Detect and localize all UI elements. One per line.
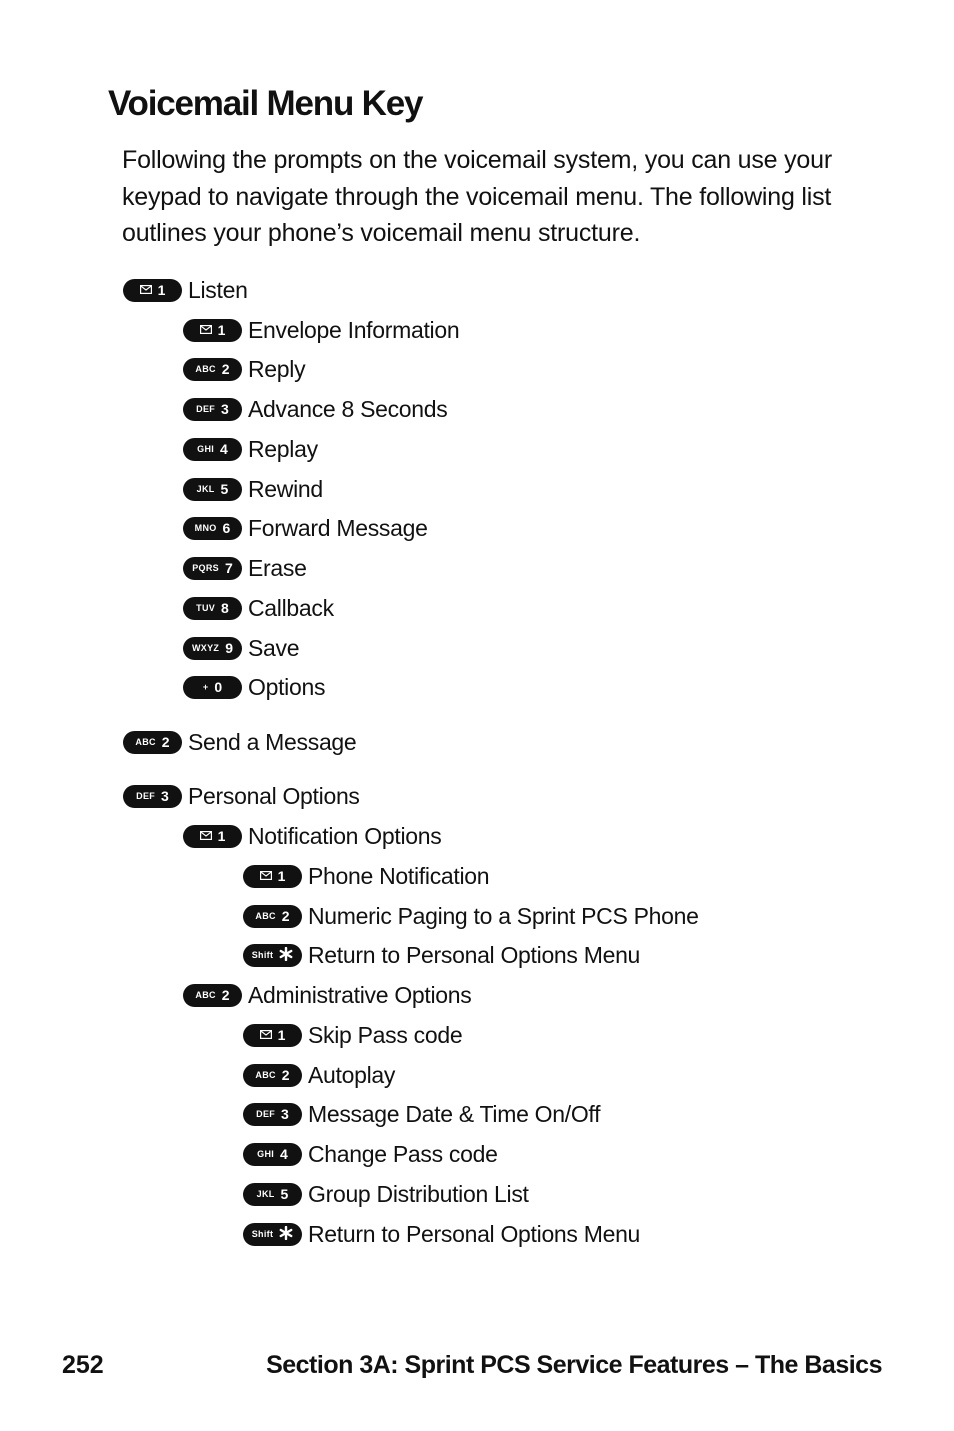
keypad-key-icon — [183, 984, 242, 1007]
envelope-icon — [140, 284, 152, 296]
menu-item — [183, 394, 448, 424]
key-digit: 2 — [161, 734, 170, 750]
menu-item — [123, 727, 356, 757]
key-letters: Shift — [251, 1229, 274, 1239]
menu-item-label: Reply — [248, 355, 306, 382]
key-digit: 3 — [281, 1106, 289, 1122]
menu-item-label: Skip Pass code — [308, 1021, 463, 1048]
keypad-key-icon — [183, 557, 242, 580]
menu-item — [243, 940, 640, 970]
keypad-key-icon — [183, 597, 242, 620]
key-letters: WXYZ — [192, 643, 220, 653]
envelope-icon — [200, 324, 212, 336]
key-digit: 7 — [224, 560, 233, 576]
keypad-key-icon — [243, 905, 302, 928]
menu-item — [243, 861, 489, 891]
menu-item — [243, 1139, 498, 1169]
menu-item-label: Autoplay — [308, 1061, 396, 1088]
key-digit: 1 — [277, 1027, 286, 1043]
menu-item — [243, 1020, 462, 1050]
menu-item-label: Return to Personal Options Menu — [308, 1220, 641, 1247]
key-letters: DEF — [136, 791, 156, 801]
keypad-key-icon — [243, 1103, 302, 1126]
menu-item-label: Return to Personal Options Menu — [308, 941, 641, 968]
key-letters: JKL — [256, 1189, 275, 1199]
keypad-key-icon — [183, 398, 242, 421]
keypad-key-icon — [243, 1064, 302, 1087]
keypad-key-icon — [123, 731, 182, 754]
menu-item — [123, 781, 360, 811]
menu-item-label: Options — [248, 673, 326, 700]
keypad-key-icon — [243, 1143, 302, 1166]
key-letters: + — [202, 682, 209, 692]
keypad-key-icon — [123, 279, 182, 302]
asterisk-icon — [279, 947, 293, 963]
envelope-icon — [260, 870, 272, 882]
menu-item-label: Save — [248, 634, 300, 661]
key-letters: ABC — [255, 911, 276, 921]
asterisk-icon — [279, 1226, 293, 1242]
key-digit: 4 — [280, 1146, 288, 1162]
key-digit: 9 — [225, 640, 233, 656]
menu-item-label: Notification Options — [248, 822, 442, 849]
menu-item — [183, 821, 441, 851]
menu-item — [183, 474, 323, 504]
menu-item-label: Envelope Information — [248, 316, 460, 343]
key-letters: Shift — [251, 950, 274, 960]
menu-item-label: Administrative Options — [248, 981, 472, 1008]
menu-item — [183, 315, 459, 345]
key-letters: ABC — [195, 364, 216, 374]
menu-item — [183, 672, 325, 702]
key-letters: ABC — [195, 990, 216, 1000]
keypad-key-icon — [183, 676, 242, 699]
menu-item-label: Erase — [248, 554, 307, 581]
menu-item — [243, 1099, 600, 1129]
key-digit: 0 — [214, 679, 223, 695]
menu-item — [243, 901, 699, 931]
menu-item-label: Advance 8 Seconds — [248, 395, 448, 422]
keypad-key-icon — [183, 478, 242, 501]
key-letters: JKL — [196, 484, 215, 494]
page-title: Voicemail Menu Key — [108, 84, 423, 123]
menu-item-label: Forward Message — [248, 514, 428, 541]
menu-item-label: Change Pass code — [308, 1140, 498, 1167]
menu-item — [183, 593, 334, 623]
key-letters: ABC — [255, 1070, 276, 1080]
keypad-key-icon — [183, 319, 242, 342]
key-letters: DEF — [256, 1109, 276, 1119]
key-digit: 3 — [221, 401, 229, 417]
keypad-key-icon — [243, 944, 302, 967]
menu-item — [183, 434, 318, 464]
key-letters: MNO — [194, 523, 217, 533]
menu-item — [183, 980, 472, 1010]
intro-paragraph: Following the prompts on the voicemail system, you can use your keypad to navigate through the voicemail menu. The following list outlines your phone’s voicemail menu structure. — [122, 146, 832, 247]
key-digit: 4 — [220, 441, 228, 457]
envelope-icon — [260, 1029, 272, 1041]
menu-item-label: Message Date & Time On/Off — [308, 1100, 601, 1127]
menu-item — [183, 633, 299, 663]
menu-item — [123, 275, 248, 305]
key-letters: DEF — [196, 404, 216, 414]
keypad-key-icon — [243, 1183, 302, 1206]
key-digit: 1 — [157, 282, 166, 298]
menu-item — [243, 1219, 640, 1249]
key-digit: 3 — [161, 788, 169, 804]
menu-item-label: Numeric Paging to a Sprint PCS Phone — [308, 902, 699, 929]
key-digit: 5 — [220, 481, 229, 497]
key-letters: TUV — [196, 603, 216, 613]
keypad-key-icon — [243, 1223, 302, 1246]
keypad-key-icon — [183, 825, 242, 848]
menu-item-label: Send a Message — [188, 728, 357, 755]
key-digit: 2 — [281, 1067, 290, 1083]
key-letters: PQRS — [192, 563, 219, 573]
key-digit: 1 — [217, 828, 226, 844]
menu-item — [243, 1179, 529, 1209]
key-digit: 6 — [222, 520, 231, 536]
key-letters: GHI — [257, 1149, 275, 1159]
menu-item-label: Callback — [248, 594, 334, 621]
key-digit: 5 — [280, 1186, 289, 1202]
menu-item — [183, 354, 305, 384]
key-digit: 2 — [221, 361, 230, 377]
menu-item-label: Personal Options — [188, 782, 360, 809]
menu-item-label: Replay — [248, 435, 318, 462]
page-number: 252 — [62, 1351, 104, 1379]
key-letters: GHI — [197, 444, 215, 454]
menu-item-label: Listen — [188, 276, 248, 303]
menu-item — [183, 553, 307, 583]
envelope-icon — [200, 830, 212, 842]
keypad-key-icon — [183, 637, 242, 660]
menu-item — [183, 513, 428, 543]
key-digit: 8 — [221, 600, 229, 616]
keypad-key-icon — [243, 1024, 302, 1047]
keypad-key-icon — [183, 438, 242, 461]
menu-item-label: Group Distribution List — [308, 1180, 529, 1207]
keypad-key-icon — [183, 358, 242, 381]
menu-item-label: Rewind — [248, 475, 323, 502]
key-digit: 2 — [221, 987, 230, 1003]
section-footer: Section 3A: Sprint PCS Service Features – The Basics — [266, 1351, 882, 1379]
key-digit: 1 — [217, 322, 226, 338]
key-digit: 2 — [281, 908, 290, 924]
menu-item-label: Phone Notification — [308, 862, 490, 889]
key-digit: 1 — [277, 868, 286, 884]
key-letters: ABC — [135, 737, 156, 747]
keypad-key-icon — [243, 865, 302, 888]
keypad-key-icon — [123, 785, 182, 808]
keypad-key-icon — [183, 517, 242, 540]
menu-item — [243, 1060, 395, 1090]
